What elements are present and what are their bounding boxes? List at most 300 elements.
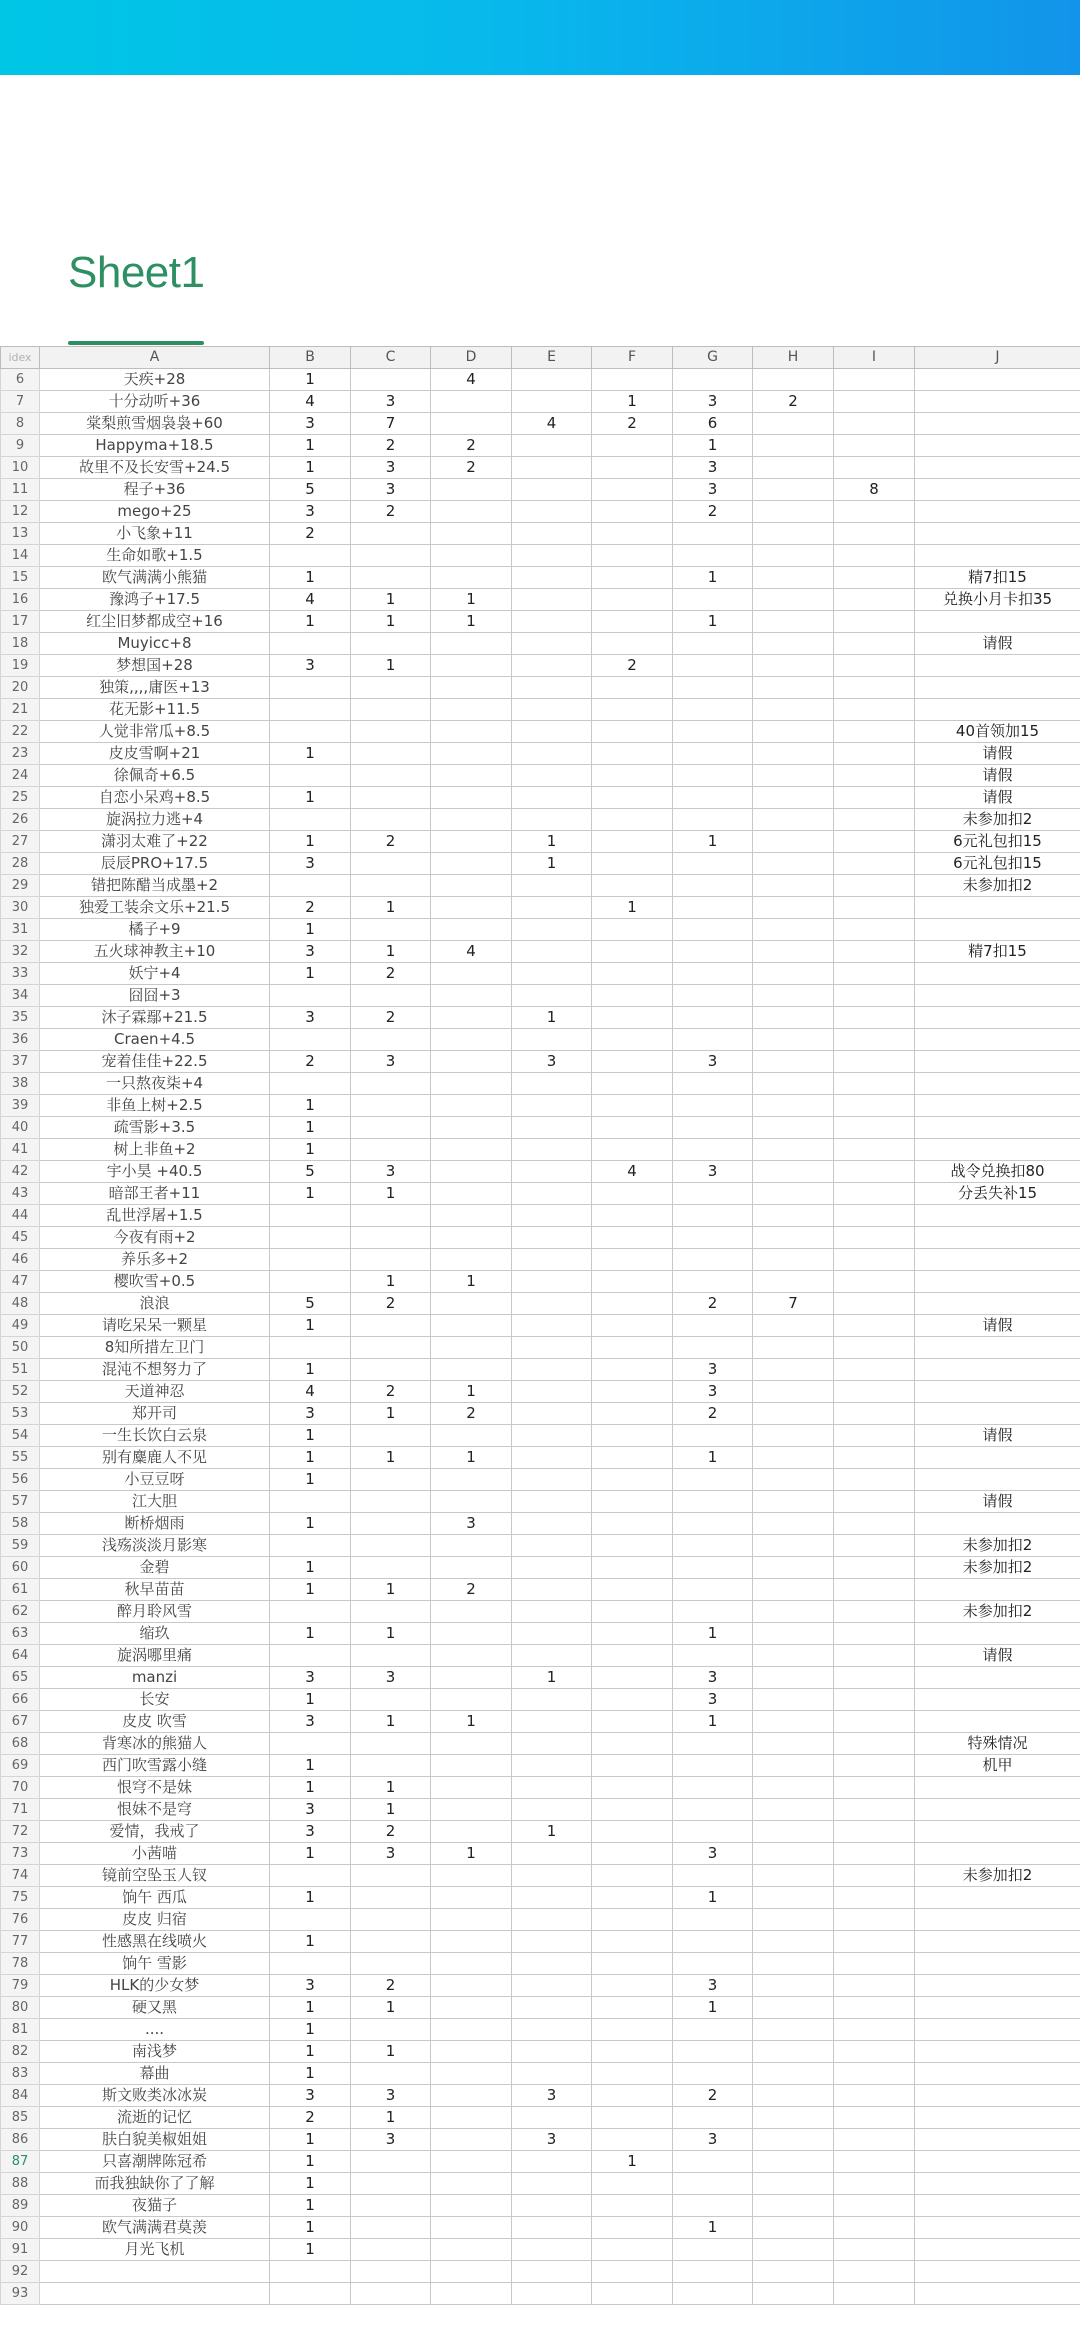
cell-b[interactable]: 3 xyxy=(270,1975,351,1997)
cell-i[interactable] xyxy=(834,1029,915,1051)
row-number[interactable]: 59 xyxy=(1,1535,40,1557)
cell-i[interactable]: 8 xyxy=(834,479,915,501)
cell-h[interactable] xyxy=(753,1183,834,1205)
cell-j[interactable] xyxy=(915,2239,1080,2261)
cell-j[interactable] xyxy=(915,1073,1080,1095)
cell-a[interactable]: 独策,,,,庸医+13 xyxy=(40,677,270,699)
cell-b[interactable]: 1 xyxy=(270,1469,351,1491)
cell-b[interactable]: 2 xyxy=(270,523,351,545)
cell-f[interactable] xyxy=(592,1557,673,1579)
cell-f[interactable] xyxy=(592,1733,673,1755)
cell-j[interactable] xyxy=(915,2041,1080,2063)
cell-g[interactable] xyxy=(673,1755,753,1777)
cell-b[interactable]: 1 xyxy=(270,2151,351,2173)
cell-e[interactable] xyxy=(512,545,592,567)
cell-b[interactable]: 1 xyxy=(270,1095,351,1117)
cell-f[interactable] xyxy=(592,457,673,479)
cell-f[interactable]: 4 xyxy=(592,1161,673,1183)
cell-i[interactable] xyxy=(834,501,915,523)
cell-f[interactable]: 1 xyxy=(592,391,673,413)
cell-f[interactable] xyxy=(592,1117,673,1139)
row-number[interactable]: 90 xyxy=(1,2217,40,2239)
cell-i[interactable] xyxy=(834,391,915,413)
cell-a[interactable]: 斯文败类冰冰炭 xyxy=(40,2085,270,2107)
cell-b[interactable] xyxy=(270,1029,351,1051)
cell-c[interactable] xyxy=(351,853,431,875)
cell-b[interactable]: 1 xyxy=(270,2063,351,2085)
cell-f[interactable] xyxy=(592,1073,673,1095)
cell-c[interactable]: 1 xyxy=(351,2107,431,2129)
column-header-g[interactable]: G xyxy=(673,347,753,369)
cell-c[interactable]: 1 xyxy=(351,611,431,633)
cell-d[interactable] xyxy=(431,1777,512,1799)
row-number[interactable]: 53 xyxy=(1,1403,40,1425)
cell-h[interactable] xyxy=(753,1029,834,1051)
row-number[interactable]: 46 xyxy=(1,1249,40,1271)
row-number[interactable]: 7 xyxy=(1,391,40,413)
cell-d[interactable] xyxy=(431,1051,512,1073)
row-number[interactable]: 51 xyxy=(1,1359,40,1381)
cell-f[interactable] xyxy=(592,2019,673,2041)
cell-i[interactable] xyxy=(834,1447,915,1469)
cell-a[interactable]: 浪浪 xyxy=(40,1293,270,1315)
cell-c[interactable] xyxy=(351,1733,431,1755)
cell-i[interactable] xyxy=(834,1315,915,1337)
cell-a[interactable]: 暗部王者+11 xyxy=(40,1183,270,1205)
cell-h[interactable] xyxy=(753,2129,834,2151)
cell-b[interactable] xyxy=(270,545,351,567)
cell-a[interactable]: 而我独缺你了了解 xyxy=(40,2173,270,2195)
cell-h[interactable] xyxy=(753,1975,834,1997)
cell-d[interactable] xyxy=(431,787,512,809)
cell-d[interactable] xyxy=(431,2041,512,2063)
cell-e[interactable] xyxy=(512,655,592,677)
cell-a[interactable]: 宇小昊 +40.5 xyxy=(40,1161,270,1183)
cell-a[interactable]: 豫鸿子+17.5 xyxy=(40,589,270,611)
cell-g[interactable] xyxy=(673,1315,753,1337)
cell-c[interactable] xyxy=(351,633,431,655)
cell-i[interactable] xyxy=(834,875,915,897)
cell-b[interactable]: 1 xyxy=(270,1139,351,1161)
cell-e[interactable] xyxy=(512,2063,592,2085)
cell-i[interactable] xyxy=(834,1909,915,1931)
cell-j[interactable] xyxy=(915,1029,1080,1051)
cell-g[interactable] xyxy=(673,1865,753,1887)
cell-g[interactable] xyxy=(673,633,753,655)
cell-c[interactable]: 1 xyxy=(351,1711,431,1733)
cell-d[interactable]: 2 xyxy=(431,457,512,479)
column-header-d[interactable]: D xyxy=(431,347,512,369)
cell-f[interactable] xyxy=(592,1029,673,1051)
cell-i[interactable] xyxy=(834,1469,915,1491)
cell-e[interactable] xyxy=(512,1073,592,1095)
cell-j[interactable] xyxy=(915,1293,1080,1315)
row-number[interactable]: 35 xyxy=(1,1007,40,1029)
cell-e[interactable] xyxy=(512,567,592,589)
cell-d[interactable]: 4 xyxy=(431,941,512,963)
cell-g[interactable] xyxy=(673,1073,753,1095)
cell-a[interactable]: 樱吹雪+0.5 xyxy=(40,1271,270,1293)
row-number[interactable]: 76 xyxy=(1,1909,40,1931)
cell-h[interactable] xyxy=(753,1887,834,1909)
cell-g[interactable]: 1 xyxy=(673,567,753,589)
column-header-a[interactable]: A xyxy=(40,347,270,369)
cell-j[interactable] xyxy=(915,1887,1080,1909)
cell-d[interactable] xyxy=(431,1117,512,1139)
row-number[interactable]: 58 xyxy=(1,1513,40,1535)
cell-b[interactable]: 1 xyxy=(270,1623,351,1645)
cell-e[interactable] xyxy=(512,1095,592,1117)
cell-a[interactable]: 性感黑在线喷火 xyxy=(40,1931,270,1953)
row-number[interactable]: 70 xyxy=(1,1777,40,1799)
cell-j[interactable]: 请假 xyxy=(915,743,1080,765)
cell-h[interactable] xyxy=(753,1579,834,1601)
cell-f[interactable] xyxy=(592,919,673,941)
cell-a[interactable]: 金碧 xyxy=(40,1557,270,1579)
cell-a[interactable]: 醉月聆风雪 xyxy=(40,1601,270,1623)
cell-e[interactable] xyxy=(512,985,592,1007)
cell-d[interactable]: 2 xyxy=(431,1579,512,1601)
cell-e[interactable] xyxy=(512,1403,592,1425)
cell-j[interactable] xyxy=(915,1447,1080,1469)
cell-h[interactable] xyxy=(753,2041,834,2063)
cell-g[interactable]: 2 xyxy=(673,501,753,523)
cell-c[interactable]: 2 xyxy=(351,1381,431,1403)
cell-b[interactable] xyxy=(270,699,351,721)
cell-f[interactable] xyxy=(592,1777,673,1799)
cell-b[interactable]: 3 xyxy=(270,1403,351,1425)
cell-j[interactable] xyxy=(915,1381,1080,1403)
cell-d[interactable]: 4 xyxy=(431,369,512,391)
cell-j[interactable] xyxy=(915,1271,1080,1293)
cell-g[interactable] xyxy=(673,1183,753,1205)
cell-j[interactable]: 特殊情况 xyxy=(915,1733,1080,1755)
cell-j[interactable] xyxy=(915,1975,1080,1997)
cell-c[interactable]: 7 xyxy=(351,413,431,435)
cell-e[interactable] xyxy=(512,1733,592,1755)
cell-f[interactable] xyxy=(592,2107,673,2129)
cell-b[interactable]: 1 xyxy=(270,1183,351,1205)
row-number[interactable]: 11 xyxy=(1,479,40,501)
cell-e[interactable] xyxy=(512,1799,592,1821)
cell-j[interactable] xyxy=(915,1249,1080,1271)
cell-f[interactable]: 2 xyxy=(592,413,673,435)
cell-h[interactable] xyxy=(753,765,834,787)
cell-a[interactable]: Muyicc+8 xyxy=(40,633,270,655)
row-number[interactable]: 25 xyxy=(1,787,40,809)
row-number[interactable]: 27 xyxy=(1,831,40,853)
cell-g[interactable] xyxy=(673,2107,753,2129)
cell-a[interactable]: 皮皮 归宿 xyxy=(40,1909,270,1931)
cell-a[interactable]: manzi xyxy=(40,1667,270,1689)
cell-b[interactable]: 1 xyxy=(270,1117,351,1139)
cell-h[interactable] xyxy=(753,1755,834,1777)
row-number[interactable]: 80 xyxy=(1,1997,40,2019)
cell-d[interactable] xyxy=(431,853,512,875)
cell-g[interactable]: 1 xyxy=(673,1623,753,1645)
cell-j[interactable] xyxy=(915,985,1080,1007)
cell-d[interactable] xyxy=(431,1931,512,1953)
cell-h[interactable] xyxy=(753,1821,834,1843)
cell-i[interactable] xyxy=(834,2107,915,2129)
cell-h[interactable]: 2 xyxy=(753,391,834,413)
cell-f[interactable] xyxy=(592,787,673,809)
cell-i[interactable] xyxy=(834,897,915,919)
cell-f[interactable] xyxy=(592,435,673,457)
row-number[interactable]: 44 xyxy=(1,1205,40,1227)
cell-i[interactable] xyxy=(834,787,915,809)
cell-f[interactable] xyxy=(592,1601,673,1623)
row-number[interactable]: 49 xyxy=(1,1315,40,1337)
cell-h[interactable] xyxy=(753,1205,834,1227)
cell-b[interactable]: 1 xyxy=(270,2019,351,2041)
cell-d[interactable] xyxy=(431,1601,512,1623)
cell-i[interactable] xyxy=(834,523,915,545)
cell-b[interactable]: 5 xyxy=(270,479,351,501)
cell-c[interactable]: 3 xyxy=(351,1161,431,1183)
cell-d[interactable] xyxy=(431,567,512,589)
cell-f[interactable] xyxy=(592,567,673,589)
cell-i[interactable] xyxy=(834,369,915,391)
cell-c[interactable] xyxy=(351,1865,431,1887)
cell-g[interactable] xyxy=(673,897,753,919)
cell-i[interactable] xyxy=(834,1535,915,1557)
row-number[interactable]: 84 xyxy=(1,2085,40,2107)
cell-d[interactable] xyxy=(431,2107,512,2129)
cell-e[interactable] xyxy=(512,2195,592,2217)
row-number[interactable]: 24 xyxy=(1,765,40,787)
cell-h[interactable] xyxy=(753,1161,834,1183)
cell-c[interactable] xyxy=(351,1491,431,1513)
cell-a[interactable]: .... xyxy=(40,2019,270,2041)
cell-g[interactable]: 2 xyxy=(673,1293,753,1315)
cell-a[interactable]: 错把陈醋当成墨+2 xyxy=(40,875,270,897)
cell-a[interactable]: 十分动听+36 xyxy=(40,391,270,413)
cell-b[interactable]: 1 xyxy=(270,1931,351,1953)
cell-a[interactable]: 混沌不想努力了 xyxy=(40,1359,270,1381)
cell-b[interactable]: 1 xyxy=(270,2195,351,2217)
cell-a[interactable]: 橘子+9 xyxy=(40,919,270,941)
cell-a[interactable]: 西门吹雪露小缝 xyxy=(40,1755,270,1777)
cell-c[interactable]: 1 xyxy=(351,897,431,919)
cell-a[interactable]: 爱情，我戒了 xyxy=(40,1821,270,1843)
row-number[interactable]: 57 xyxy=(1,1491,40,1513)
cell-h[interactable] xyxy=(753,611,834,633)
cell-d[interactable] xyxy=(431,2261,512,2283)
cell-j[interactable] xyxy=(915,479,1080,501)
cell-h[interactable] xyxy=(753,1425,834,1447)
cell-i[interactable] xyxy=(834,1073,915,1095)
cell-e[interactable] xyxy=(512,1755,592,1777)
cell-h[interactable] xyxy=(753,1315,834,1337)
cell-d[interactable] xyxy=(431,963,512,985)
cell-c[interactable] xyxy=(351,1535,431,1557)
cell-j[interactable] xyxy=(915,611,1080,633)
cell-d[interactable] xyxy=(431,1667,512,1689)
cell-c[interactable] xyxy=(351,545,431,567)
cell-c[interactable]: 2 xyxy=(351,1975,431,1997)
cell-h[interactable] xyxy=(753,2239,834,2261)
cell-c[interactable] xyxy=(351,1601,431,1623)
cell-i[interactable] xyxy=(834,1931,915,1953)
cell-i[interactable] xyxy=(834,2151,915,2173)
cell-g[interactable] xyxy=(673,2173,753,2195)
cell-j[interactable] xyxy=(915,1337,1080,1359)
row-number[interactable]: 47 xyxy=(1,1271,40,1293)
cell-d[interactable] xyxy=(431,1337,512,1359)
cell-b[interactable]: 1 xyxy=(270,1557,351,1579)
cell-b[interactable] xyxy=(270,1073,351,1095)
cell-a[interactable]: 五火球神教主+10 xyxy=(40,941,270,963)
cell-h[interactable] xyxy=(753,1535,834,1557)
cell-e[interactable] xyxy=(512,2173,592,2195)
cell-g[interactable]: 1 xyxy=(673,611,753,633)
cell-b[interactable]: 3 xyxy=(270,655,351,677)
cell-b[interactable]: 5 xyxy=(270,1161,351,1183)
cell-a[interactable]: 月光飞机 xyxy=(40,2239,270,2261)
cell-f[interactable] xyxy=(592,501,673,523)
cell-e[interactable] xyxy=(512,1117,592,1139)
cell-c[interactable]: 3 xyxy=(351,479,431,501)
cell-j[interactable]: 分丢失补15 xyxy=(915,1183,1080,1205)
cell-a[interactable]: 恨妹不是穹 xyxy=(40,1799,270,1821)
cell-a[interactable]: 妖宁+4 xyxy=(40,963,270,985)
cell-b[interactable]: 1 xyxy=(270,1843,351,1865)
cell-d[interactable] xyxy=(431,809,512,831)
cell-b[interactable]: 5 xyxy=(270,1293,351,1315)
cell-i[interactable] xyxy=(834,2129,915,2151)
cell-h[interactable] xyxy=(753,1953,834,1975)
cell-d[interactable] xyxy=(431,1161,512,1183)
cell-e[interactable] xyxy=(512,809,592,831)
cell-d[interactable] xyxy=(431,1755,512,1777)
cell-f[interactable] xyxy=(592,369,673,391)
row-number[interactable]: 88 xyxy=(1,2173,40,2195)
cell-h[interactable] xyxy=(753,1865,834,1887)
cell-j[interactable]: 请假 xyxy=(915,1315,1080,1337)
cell-d[interactable] xyxy=(431,1007,512,1029)
cell-f[interactable] xyxy=(592,1843,673,1865)
cell-g[interactable] xyxy=(673,1733,753,1755)
cell-g[interactable] xyxy=(673,677,753,699)
cell-e[interactable] xyxy=(512,1931,592,1953)
cell-g[interactable]: 2 xyxy=(673,1403,753,1425)
cell-h[interactable] xyxy=(753,1601,834,1623)
cell-h[interactable] xyxy=(753,413,834,435)
cell-f[interactable] xyxy=(592,985,673,1007)
cell-a[interactable]: 一只熬夜柒+4 xyxy=(40,1073,270,1095)
cell-j[interactable] xyxy=(915,2217,1080,2239)
cell-j[interactable] xyxy=(915,2107,1080,2129)
cell-h[interactable] xyxy=(753,1909,834,1931)
cell-e[interactable] xyxy=(512,677,592,699)
cell-i[interactable] xyxy=(834,1161,915,1183)
cell-b[interactable]: 1 xyxy=(270,369,351,391)
cell-b[interactable]: 4 xyxy=(270,589,351,611)
cell-h[interactable] xyxy=(753,2085,834,2107)
cell-g[interactable] xyxy=(673,1469,753,1491)
cell-b[interactable]: 3 xyxy=(270,2085,351,2107)
cell-i[interactable] xyxy=(834,435,915,457)
cell-a[interactable]: 皮皮 吹雪 xyxy=(40,1711,270,1733)
cell-a[interactable]: 囧囧+3 xyxy=(40,985,270,1007)
cell-j[interactable] xyxy=(915,1997,1080,2019)
cell-e[interactable] xyxy=(512,1315,592,1337)
row-number[interactable]: 65 xyxy=(1,1667,40,1689)
cell-f[interactable] xyxy=(592,1381,673,1403)
cell-i[interactable] xyxy=(834,1755,915,1777)
cell-a[interactable]: 潇羽太难了+22 xyxy=(40,831,270,853)
cell-j[interactable] xyxy=(915,699,1080,721)
row-number[interactable]: 41 xyxy=(1,1139,40,1161)
cell-b[interactable]: 1 xyxy=(270,457,351,479)
cell-d[interactable] xyxy=(431,1315,512,1337)
cell-i[interactable] xyxy=(834,1205,915,1227)
cell-c[interactable]: 3 xyxy=(351,1667,431,1689)
cell-j[interactable]: 6元礼包扣15 xyxy=(915,831,1080,853)
cell-e[interactable] xyxy=(512,1689,592,1711)
cell-e[interactable] xyxy=(512,2151,592,2173)
cell-i[interactable] xyxy=(834,1249,915,1271)
cell-j[interactable] xyxy=(915,1095,1080,1117)
cell-g[interactable] xyxy=(673,1931,753,1953)
cell-e[interactable] xyxy=(512,1161,592,1183)
cell-c[interactable]: 1 xyxy=(351,1997,431,2019)
cell-j[interactable] xyxy=(915,1821,1080,1843)
cell-c[interactable]: 2 xyxy=(351,831,431,853)
cell-d[interactable]: 1 xyxy=(431,1447,512,1469)
corner-cell[interactable]: idex xyxy=(1,347,40,369)
cell-j[interactable] xyxy=(915,2151,1080,2173)
cell-a[interactable]: 流逝的记忆 xyxy=(40,2107,270,2129)
cell-a[interactable]: 旋涡哪里痛 xyxy=(40,1645,270,1667)
row-number[interactable]: 52 xyxy=(1,1381,40,1403)
cell-b[interactable] xyxy=(270,1953,351,1975)
cell-c[interactable]: 1 xyxy=(351,1623,431,1645)
cell-a[interactable]: 小豆豆呀 xyxy=(40,1469,270,1491)
cell-c[interactable]: 1 xyxy=(351,1447,431,1469)
cell-i[interactable] xyxy=(834,1579,915,1601)
cell-j[interactable]: 精7扣15 xyxy=(915,567,1080,589)
cell-h[interactable] xyxy=(753,941,834,963)
cell-g[interactable] xyxy=(673,589,753,611)
cell-d[interactable] xyxy=(431,1469,512,1491)
cell-g[interactable] xyxy=(673,787,753,809)
cell-f[interactable] xyxy=(592,1645,673,1667)
cell-c[interactable] xyxy=(351,1073,431,1095)
cell-a[interactable]: 镜前空坠玉人钗 xyxy=(40,1865,270,1887)
cell-d[interactable] xyxy=(431,1799,512,1821)
cell-b[interactable]: 1 xyxy=(270,1315,351,1337)
cell-c[interactable] xyxy=(351,1469,431,1491)
row-number[interactable]: 75 xyxy=(1,1887,40,1909)
cell-e[interactable] xyxy=(512,479,592,501)
cell-g[interactable] xyxy=(673,1535,753,1557)
cell-i[interactable] xyxy=(834,1183,915,1205)
cell-b[interactable]: 1 xyxy=(270,2239,351,2261)
cell-b[interactable] xyxy=(270,1909,351,1931)
cell-f[interactable] xyxy=(592,809,673,831)
cell-f[interactable] xyxy=(592,611,673,633)
cell-g[interactable] xyxy=(673,1557,753,1579)
cell-h[interactable] xyxy=(753,589,834,611)
cell-e[interactable] xyxy=(512,2283,592,2305)
cell-h[interactable] xyxy=(753,655,834,677)
cell-d[interactable] xyxy=(431,1887,512,1909)
cell-g[interactable] xyxy=(673,1029,753,1051)
cell-f[interactable] xyxy=(592,1821,673,1843)
cell-i[interactable] xyxy=(834,941,915,963)
